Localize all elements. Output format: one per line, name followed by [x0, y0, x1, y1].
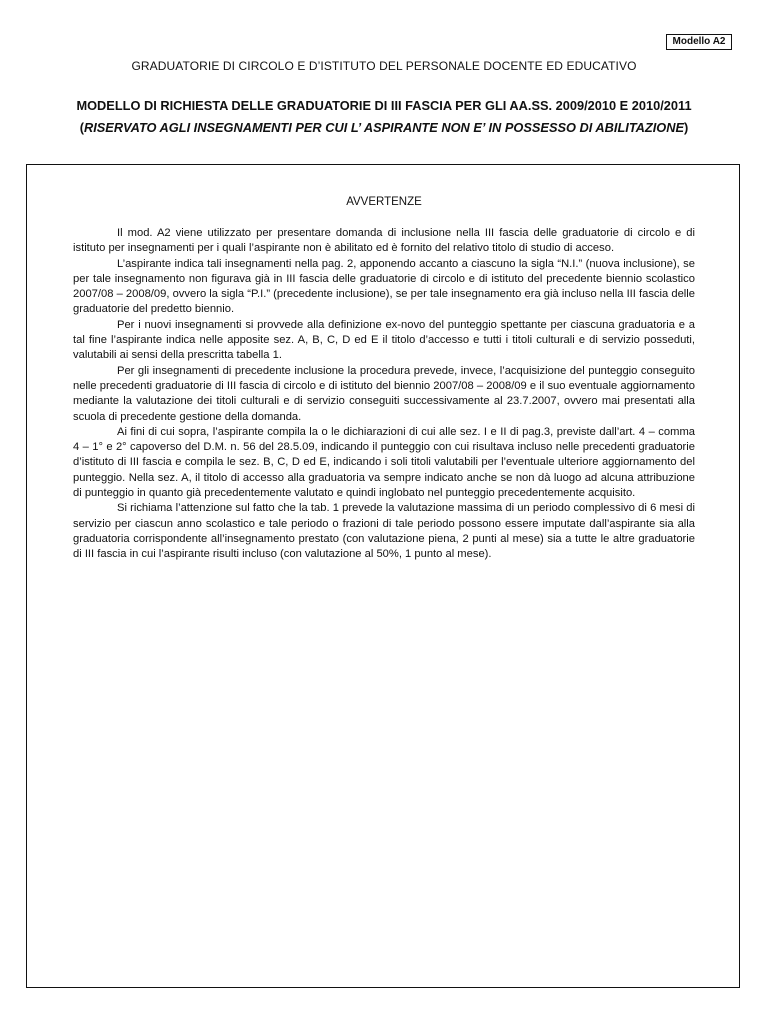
notice-paragraph: Il mod. A2 viene utilizzato per presentare domanda di inclusione nella III fascia delle graduatorie di circolo e di istituto per insegnamenti per i quali l’aspirante non è abilitato ed è fornito del relativo titolo di studio di acceso.: [73, 227, 695, 255]
model-tag: Modello A2: [666, 34, 732, 50]
notice-body: [73, 226, 695, 563]
document-title: MODELLO DI RICHIESTA DELLE GRADUATORIE DI III FASCIA PER GLI AA.SS. 2009/2010 E 2010/2011: [76, 98, 692, 113]
notice-paragraph: Ai fini di cui sopra, l’aspirante compila la o le dichiarazioni di cui alle sez. I e II di pag.3, previste dall’art. 4 – comma 4 – 1° e 2° capoverso del D.M. n. 56 del 28.5.09, indicando il punteggio con cui risultava incluso nelle precedenti graduatorie d’istituto di III fascia e compila le sez. B, C, D ed E, indicando i soli titoli valutabili per l’eventuale ulteriore aggiornamento del punteggio. Nella sez. A, il titolo di accesso alla graduatoria va sempre indicato anche se non dà luogo ad alcuna attribuzione di punteggio in quanto già precedentemente valutato e quindi inglobato nel punteggio precedentemente acquisito.: [73, 425, 695, 500]
notice-paragraph: Per i nuovi insegnamenti si provvede alla definizione ex-novo del punteggio spettante per ciascuna graduatoria e a tal fine l’aspirante indica nelle apposite sez. A, B, C, D ed E il titolo d’accesso e tutti i titoli culturali e di servizio posseduti, valutabili ai sensi della prescritta tabella 1.: [73, 318, 695, 362]
notice-paragraph: L’aspirante indica tali insegnamenti nella pag. 2, apponendo accanto a ciascuno la sigla “N.I.” (nuova inclusione), se per tale insegnamento non figurava già in III fascia delle graduatorie di circolo e di istituto del precedente biennio scolastico 2007/08 – 2008/09, ovvero la sigla “P.I.” (precedente inclusione), se per tale insegnamento era già incluso nella III fascia delle graduatorie del predetto biennio.: [73, 257, 695, 316]
subtitle-close-paren: ): [684, 120, 689, 135]
document-subtitle: [0, 120, 768, 135]
subtitle-text: RISERVATO AGLI INSEGNAMENTI PER CUI L’ ASPIRANTE NON E’ IN POSSESSO DI ABILITAZIONE: [83, 120, 685, 135]
document-header: GRADUATORIE DI CIRCOLO E D’ISTITUTO DEL PERSONALE DOCENTE ED EDUCATIVO: [131, 59, 637, 73]
notice-heading: AVVERTENZE: [346, 196, 422, 208]
notice-paragraph: Per gli insegnamenti di precedente inclusione la procedura prevede, invece, l’acquisizione del punteggio conseguito nelle precedenti graduatorie di III fascia di circolo e di istituto del biennio 2007/08 – 2008/09 e il suo eventuale aggiornamento mediante la valutazione dei titoli culturali e di servizio conseguiti successivamente al 23.7.2007, ovvero mai presentati alla scuola di precedente gestione della domanda.: [73, 364, 695, 423]
notice-paragraph: Si richiama l’attenzione sul fatto che la tab. 1 prevede la valutazione massima di un periodo complessivo di 6 mesi di servizio per ciascun anno scolastico e tale periodo o frazioni di tale periodo possono essere imputate dall’aspirante sia alla graduatoria corrispondente all’insegnamento prestato (con valutazione piena, 2 punti al mese) sia a tutte le altre graduatorie di III fascia in cui l’aspirante risulti incluso (con valutazione al 50%, 1 punto al mese).: [73, 502, 695, 561]
subtitle-open-paren: (: [79, 120, 84, 135]
